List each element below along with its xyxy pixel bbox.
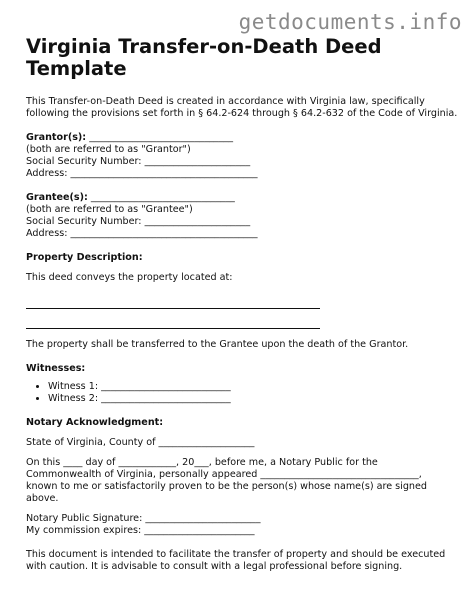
property-blank-line-2 xyxy=(26,316,320,329)
document-title xyxy=(26,36,458,80)
closing-line-1: This document is intended to facilitate the transfer of property and should be executed xyxy=(26,549,446,560)
intro-line-1: This Transfer-on-Death Deed is created in accordance with Virginia law, specifically xyxy=(26,96,425,107)
witnesses-section xyxy=(26,363,458,405)
closing-paragraph xyxy=(26,549,458,573)
title-line-2: Template xyxy=(26,57,127,80)
property-text: This deed conveys the property located at: xyxy=(26,272,233,283)
notary-line-3: known to me or satisfactorily proven to be the person(s) whose name(s) are signed above. xyxy=(26,481,428,504)
grantee-label: Grantee(s): xyxy=(26,192,88,203)
notary-heading: Notary Acknowledgment: xyxy=(26,417,164,428)
grantee-ssn-field: Social Security Number: ______________________ xyxy=(26,216,251,227)
witness-item: • Witness 1: ___________________________ xyxy=(48,381,458,393)
witnesses-heading: Witnesses: xyxy=(26,363,86,374)
watermark: getdocuments.info xyxy=(238,10,462,34)
grantee-section xyxy=(26,192,458,240)
intro-paragraph xyxy=(26,96,458,120)
property-heading: Property Description: xyxy=(26,252,143,263)
document-body xyxy=(26,36,458,573)
notary-line-2: Commonwealth of Virginia, personally appeared _________________________________, xyxy=(26,469,422,480)
closing-line-2: with caution. It is advisable to consult with a legal professional before signing. xyxy=(26,561,403,572)
grantor-label: Grantor(s): xyxy=(26,132,87,143)
grantee-address-field: Address: _______________________________________ xyxy=(26,228,258,239)
notary-signature-field: Notary Public Signature: ________________________ xyxy=(26,513,261,524)
notary-expires-field: My commission expires: _______________________ xyxy=(26,525,255,536)
grantor-section xyxy=(26,132,458,180)
grantor-address-field: Address: _______________________________________ xyxy=(26,168,258,179)
grantor-note: (both are referred to as "Grantor") xyxy=(26,144,191,155)
grantee-note: (both are referred to as "Grantee") xyxy=(26,204,193,215)
grantor-ssn-field: Social Security Number: ______________________ xyxy=(26,156,251,167)
notary-state-county: State of Virginia, County of ____________________ xyxy=(26,437,255,448)
property-section xyxy=(26,252,458,351)
title-line-1: Virginia Transfer-on-Death Deed xyxy=(26,35,382,58)
notary-statement xyxy=(26,457,458,505)
grantor-name-blank: ______________________________ xyxy=(86,132,234,143)
property-transfer-text: The property shall be transferred to the Grantee upon the death of the Grantor. xyxy=(26,339,409,350)
witness-list xyxy=(26,381,458,405)
notary-section xyxy=(26,417,458,537)
property-blank-line-1 xyxy=(26,296,320,309)
grantee-name-blank: ______________________________ xyxy=(87,192,235,203)
intro-line-2: following the provisions set forth in § 64.2-624 through § 64.2-632 of the Code of Virginia. xyxy=(26,108,458,119)
notary-line-1: On this ____ day of ____________, 20___, before me, a Notary Public for the xyxy=(26,457,378,468)
witness-item: • Witness 2: ___________________________ xyxy=(48,393,458,405)
